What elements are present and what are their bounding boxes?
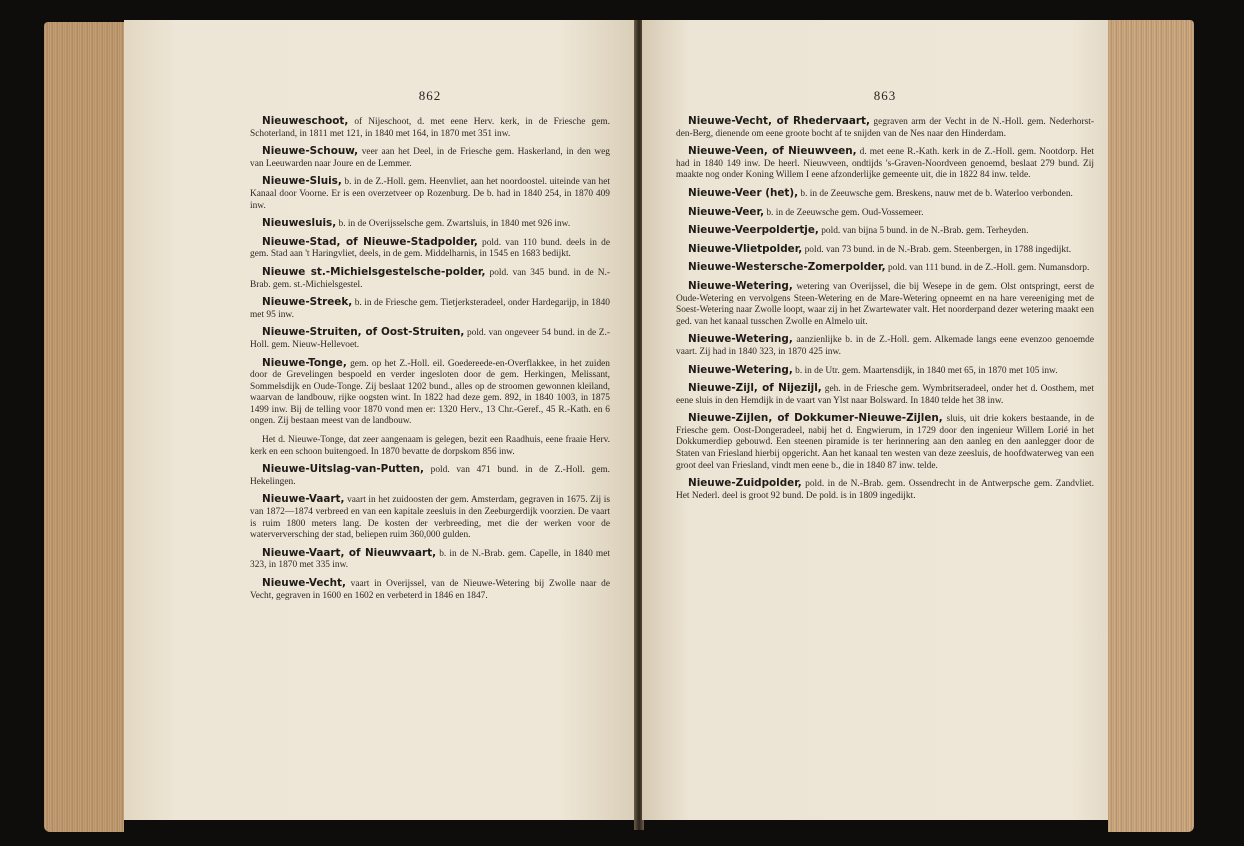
dictionary-entry	[676, 281, 1094, 328]
dictionary-entry	[250, 218, 610, 231]
entry-text: geh. in de Friesche gem. Wymbritseradeel, onder het d. Oosthem, met eene sluis in den Hemdijk in de vaart van Ylst naar Bolsward. In 1840 telde het 38 inw.	[676, 384, 1094, 406]
entry-headword: Nieuwe-Zuidpolder,	[688, 477, 802, 490]
entry-text: b. in de Friesche gem. Tietjerksteradeel, onder Hardegarijp, in 1840 met 95 inw.	[250, 298, 610, 320]
entry-headword: Nieuwe-Uitslag-van-Putten,	[262, 463, 424, 476]
entry-headword: Nieuwe-Veen, of Nieuwveen,	[688, 145, 857, 158]
dictionary-entry	[250, 176, 610, 212]
entry-text: pold. in de N.-Brab. gem. Ossendrecht in de Antwerpsche gem. Zandvliet. Het Nederl. deel is groot 92 bund. De pold. is in 1809 ingedijkt.	[676, 479, 1094, 501]
entry-headword: Nieuweschoot,	[262, 115, 349, 127]
entry-headword: Nieuwe-Tonge,	[262, 356, 347, 369]
entry-headword: Nieuwe-Vecht,	[262, 577, 346, 589]
entry-headword: Nieuwe-Veer (het),	[688, 186, 799, 199]
entry-text: b. in de Z.-Holl. gem. Heenvliet, aan het noordoostel. uiteinde van het Kanaal door Voorne. Er is een overzetveer op Rozenburg. De b. had in 1840 254, in 1870 409 inw.	[250, 177, 610, 211]
entry-headword: Nieuwe-Wetering,	[688, 363, 793, 376]
entry-text: b. in de Overijsselsche gem. Zwartsluis, in 1840 met 926 inw.	[336, 219, 571, 230]
entry-headword: Nieuwe st.-Michielsgestelsche-polder,	[262, 265, 486, 278]
dictionary-entry	[676, 244, 1094, 257]
entry-text: b. in de Zeeuwsche gem. Oud-Vossemeer.	[764, 207, 924, 218]
dictionary-entry	[676, 146, 1094, 182]
dictionary-entry	[676, 478, 1094, 502]
entry-text: sluis, uit drie kokers bestaande, in de Friesche gem. Oost-Dongeradeel, nabij het d. Engwierum, in 1729 door den ingenieur Willem Lorié in het Dokkumerdiep gebouwd. Een steenen piramide is ter herinnering aan den aanleg en den aanlegger door de Staten van Friesland hierbij opgericht. Aan het kanaal ten westen van deze zeesluis, de hoofdwaterweg van een groot deel van Friesland, vindt men eene b., die in 1840 87 inw. telde.	[676, 414, 1094, 471]
dictionary-entry	[250, 464, 610, 488]
dictionary-entry	[676, 207, 1094, 220]
dictionary-entry	[250, 494, 610, 541]
dictionary-entry	[676, 225, 1094, 238]
entry-headword: Nieuwe-Struiten, of Oost-Struiten,	[262, 326, 465, 339]
entry-headword: Nieuwe-Veerpoldertje,	[688, 224, 819, 237]
entry-text: gem. op het Z.-Holl. eil. Goedereede-en-Overflakkee, in het zuiden door de Grevelingen bespoeld en verder ingesloten door de gem. Herkingen, Melissant, Sommelsdijk en Oude-Tonge. Zij beslaat 1202 bund., alles op de stroomen gewonnen kleiland, waarvan de landbouw, rijke oogsten wint. In 1822 had deze gem. 892, in 1840 1003, in 1875 1499 inw. Bij de telling voor 1870 vond men er: 1320 Herv., 13 Chr.-Geref., 45 R.-Kath. en 6 ongen. Zij bestaan meest van de landbouw.	[250, 358, 610, 427]
entry-text: of Nijeschoot, d. met eene Herv. kerk, in de Friesche gem. Schoterland, in 1811 met 121, in 1840 met 164, in 1870 met 351 inw.	[250, 117, 610, 139]
entry-text: pold. van 345 bund. in de N.-Brab. gem. st.-Michielsgestel.	[250, 267, 610, 290]
entry-text: vaart in het zuidoosten der gem. Amsterdam, gegraven in 1675. Zij is van 1872—1874 verbreed en van een kapitale zeesluis in den Zeeburgerdijk voorzien. De vaart is ruim 1800 meters lang. De kosten der verbreeding, met die der werken voor de waterverversching der stad, beliepen ruim 360,000 gulden.	[250, 495, 610, 541]
page-edges-left	[44, 22, 124, 832]
entry-headword: Nieuwe-Vlietpolder,	[688, 242, 803, 255]
dictionary-entry	[250, 146, 610, 170]
entry-text: pold. van bijna 5 bund. in de N.-Brab. gem. Terheyden.	[818, 226, 1029, 237]
dictionary-entry	[250, 327, 610, 351]
dictionary-entry	[676, 116, 1094, 140]
page-number-left: 862	[418, 88, 442, 103]
dictionary-entry	[250, 267, 610, 291]
entry-text: d. met eene R.-Kath. kerk in de Z.-Holl. gem. Nootdorp. Het had in 1840 149 inw. De heerl. Nieuwveen, ondtijds 's-Graven-Noordveen genoemd, beslaat 279 bund. Zij maakte nog onder Koning Willem I eene afzonderlijke gemeente uit, die in 1822 84 inw. telde.	[676, 147, 1094, 181]
entry-text: gegraven arm der Vecht in de N.-Holl. gem. Nederhorst-den-Berg, dienende om eene groote bocht af te snijden van de Nes naar den Hinderdam.	[676, 117, 1094, 139]
dictionary-entry	[250, 358, 610, 429]
entry-text: wetering van Overijssel, die bij Wesepe in de gem. Olst ontspringt, eerst de Oude-Wetering en vervolgens Steen-Wetering en de Mare-Wetering opneemt en na hare vereeniging met de Soest-Wetering naar Zwolle loopt, waar zij in het Zwartewater valt. Het noorderpand dezer wetering maakt een ged. van het kanaal tusschen Zwolle en Almelo uit.	[676, 281, 1094, 327]
entry-headword: Nieuwe-Wetering,	[688, 333, 793, 346]
entry-text: veer aan het Deel, in de Friesche gem. Haskerland, in den weg van Leeuwarden naar Joure en de Lemmer.	[250, 147, 610, 169]
right-entries	[676, 116, 1094, 502]
dictionary-entry	[676, 262, 1094, 275]
dictionary-entry	[250, 116, 610, 140]
page-number-right: 863	[873, 88, 897, 103]
entry-text: pold. van ongeveer 54 bund. in de Z.-Holl. gem. Nieuw-Hellevoet.	[250, 328, 610, 350]
dictionary-entry	[676, 334, 1094, 358]
dictionary-entry	[250, 434, 610, 458]
entry-text: Het d. Nieuwe-Tonge, dat zeer aangenaam is gelegen, bezit een Raadhuis, eene fraaie Herv. kerk en een schoon buitengoed. In 1870 bevatte de dorpskom 856 inw.	[250, 435, 610, 457]
entry-headword: Nieuwe-Stad, of Nieuwe-Stadpolder,	[262, 235, 478, 248]
entry-headword: Nieuwe-Vaart, of Nieuwvaart,	[262, 546, 437, 559]
entry-headword: Nieuwe-Vaart,	[262, 493, 345, 506]
entry-headword: Nieuwesluis,	[262, 217, 337, 230]
entry-text: pold. van 471 bund. in de Z.-Holl. gem. Hekelingen.	[250, 465, 610, 487]
entry-text: aanzienlijke b. in de Z.-Holl. gem. Alkemade langs eene evenzoo genoemde vaart. Zij had in 1840 323, in 1870 425 inw.	[676, 335, 1094, 357]
entry-headword: Nieuwe-Vecht, of Rhedervaart,	[688, 115, 870, 127]
dictionary-entry	[676, 383, 1094, 407]
entry-text: pold. van 111 bund. in de Z.-Holl. gem. Numansdorp.	[885, 263, 1090, 274]
left-page	[124, 20, 636, 820]
entry-headword: Nieuwe-Streek,	[262, 296, 353, 309]
entry-headword: Nieuwe-Westersche-Zomerpolder,	[688, 261, 886, 274]
dictionary-entry	[676, 413, 1094, 472]
dictionary-entry	[250, 237, 610, 261]
entry-headword: Nieuwe-Zijlen, of Dokkumer-Nieuwe-Zijlen,	[688, 412, 943, 425]
entry-text: pold. van 73 bund. in de N.-Brab. gem. Steenbergen, in 1788 ingedijkt.	[802, 244, 1072, 255]
entry-headword: Nieuwe-Veer,	[688, 205, 765, 218]
entry-text: b. in de Zeeuwsche gem. Breskens, nauw met de b. Waterloo verbonden.	[798, 188, 1073, 199]
dictionary-entry	[250, 548, 610, 572]
dictionary-entry	[676, 188, 1094, 201]
entry-text: pold. van 110 bund. deels in de gem. Stad aan 't Haringvliet, deels, in de gem. Middelharnis, in 1545 en 1683 bedijkt.	[250, 237, 610, 260]
left-entries	[250, 116, 610, 602]
entry-text: b. in de Utr. gem. Maartensdijk, in 1840 met 65, in 1870 met 105 inw.	[792, 365, 1058, 376]
dictionary-entry	[676, 365, 1094, 378]
entry-text: vaart in Overijssel, van de Nieuwe-Wetering bij Zwolle naar de Vecht, gegraven in 1600 en 1602 en verbeterd in 1846 en 1847.	[250, 579, 610, 601]
entry-headword: Nieuwe-Schouw,	[262, 145, 359, 158]
dictionary-entry	[250, 297, 610, 321]
right-page	[642, 20, 1108, 820]
page-edges-right	[1108, 20, 1194, 832]
entry-headword: Nieuwe-Wetering,	[688, 279, 793, 292]
entry-headword: Nieuwe-Sluis,	[262, 175, 342, 188]
dictionary-entry	[250, 578, 610, 602]
entry-text: b. in de N.-Brab. gem. Capelle, in 1840 met 323, in 1870 met 335 inw.	[250, 548, 610, 571]
entry-headword: Nieuwe-Zijl, of Nijezijl,	[688, 382, 822, 395]
